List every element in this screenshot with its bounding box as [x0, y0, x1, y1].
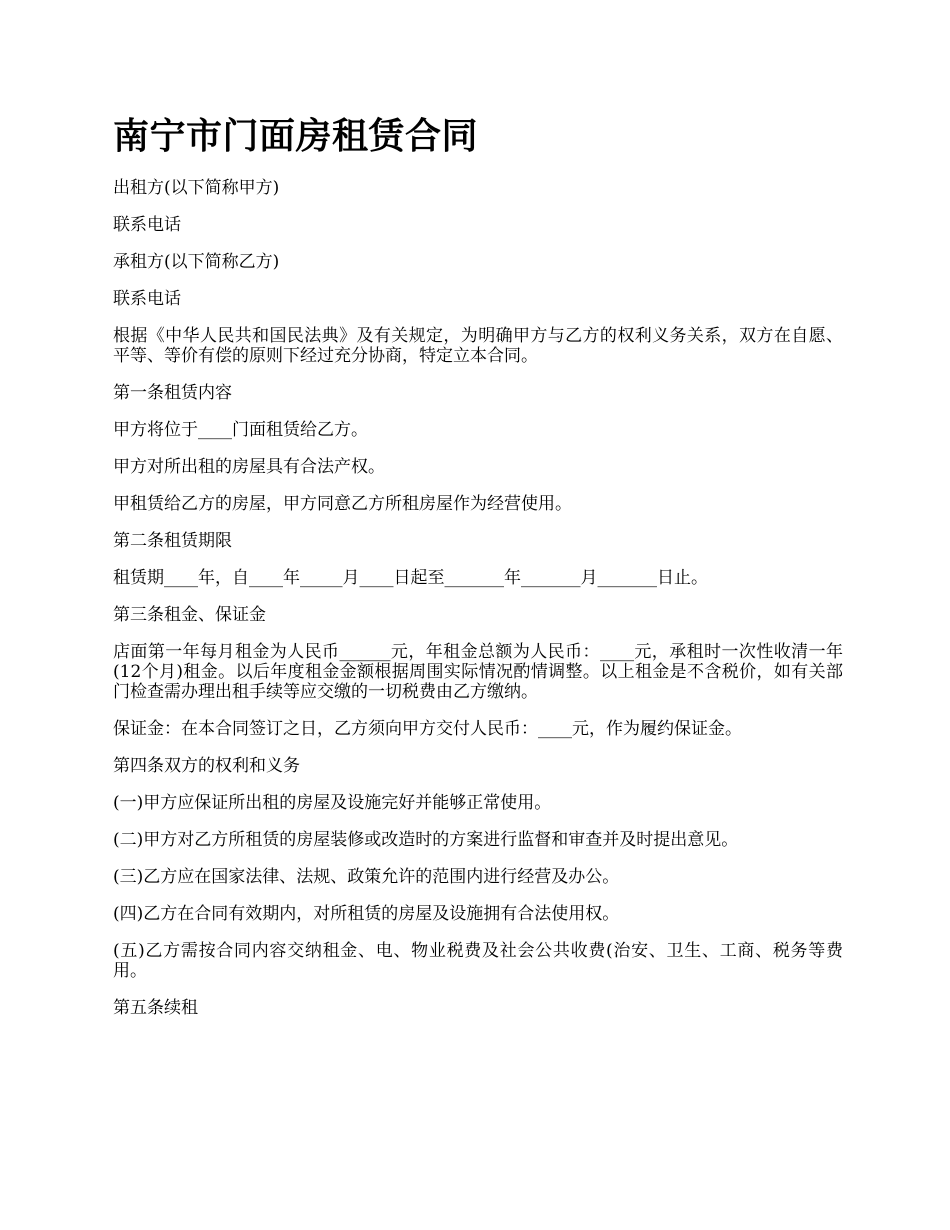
- preamble-paragraph: 根据《中华人民共和国民法典》及有关规定，为明确甲方与乙方的权利义务关系，双方在自愿、平等、等价有偿的原则下经过充分协商，特定立本合同。: [113, 326, 843, 366]
- article-2-heading: 第二条租赁期限: [113, 531, 232, 551]
- obligation-item-2: (二)甲方对乙方所租赁的房屋装修或改造时的方案进行监督和审查并及时提出意见。: [113, 830, 739, 850]
- lessor-line: 出租方(以下简称甲方): [113, 178, 280, 198]
- article-1-clause-3: 甲租赁给乙方的房屋，甲方同意乙方所租房屋作为经营使用。: [113, 494, 572, 514]
- lessor-phone-line: 联系电话: [113, 215, 181, 235]
- article-1-clause-2: 甲方对所出租的房屋具有合法产权。: [113, 457, 385, 477]
- article-3-heading: 第三条租金、保证金: [113, 605, 266, 625]
- lessee-phone-line: 联系电话: [113, 289, 181, 309]
- lease-term-clause: 租赁期____年，自____年_____月____日起至_______年_______月_______日止。: [113, 568, 708, 588]
- article-4-heading: 第四条双方的权利和义务: [113, 756, 300, 776]
- obligation-item-1: (一)甲方应保证所出租的房屋及设施完好并能够正常使用。: [113, 793, 552, 813]
- obligation-item-4: (四)乙方在合同有效期内，对所租赁的房屋及设施拥有合法使用权。: [113, 904, 620, 924]
- document-title: 南宁市门面房租赁合同: [113, 115, 479, 157]
- article-1-heading: 第一条租赁内容: [113, 383, 232, 403]
- article-5-heading: 第五条续租: [113, 998, 198, 1018]
- article-1-clause-1: 甲方将位于____门面租赁给乙方。: [113, 420, 368, 440]
- obligation-item-5: (五)乙方需按合同内容交纳租金、电、物业税费及社会公共收费(治安、卫生、工商、税务等费用。: [113, 941, 843, 981]
- rent-clause: 店面第一年每月租金为人民币______元，年租金总额为人民币：____元，承租时一次性收清一年(12个月)租金。以后年度租金金额根据周围实际情况酌情调整。以上租金是不含税价，如有关部门检查需办理出租手续等应交缴的一切税费由乙方缴纳。: [113, 642, 843, 702]
- lessee-line: 承租方(以下简称乙方): [113, 252, 280, 272]
- obligation-item-3: (三)乙方应在国家法律、法规、政策允许的范围内进行经营及办公。: [113, 867, 620, 887]
- deposit-clause: 保证金：在本合同签订之日，乙方须向甲方交付人民币：____元，作为履约保证金。: [113, 719, 742, 739]
- document-page: [113, 112, 843, 1035]
